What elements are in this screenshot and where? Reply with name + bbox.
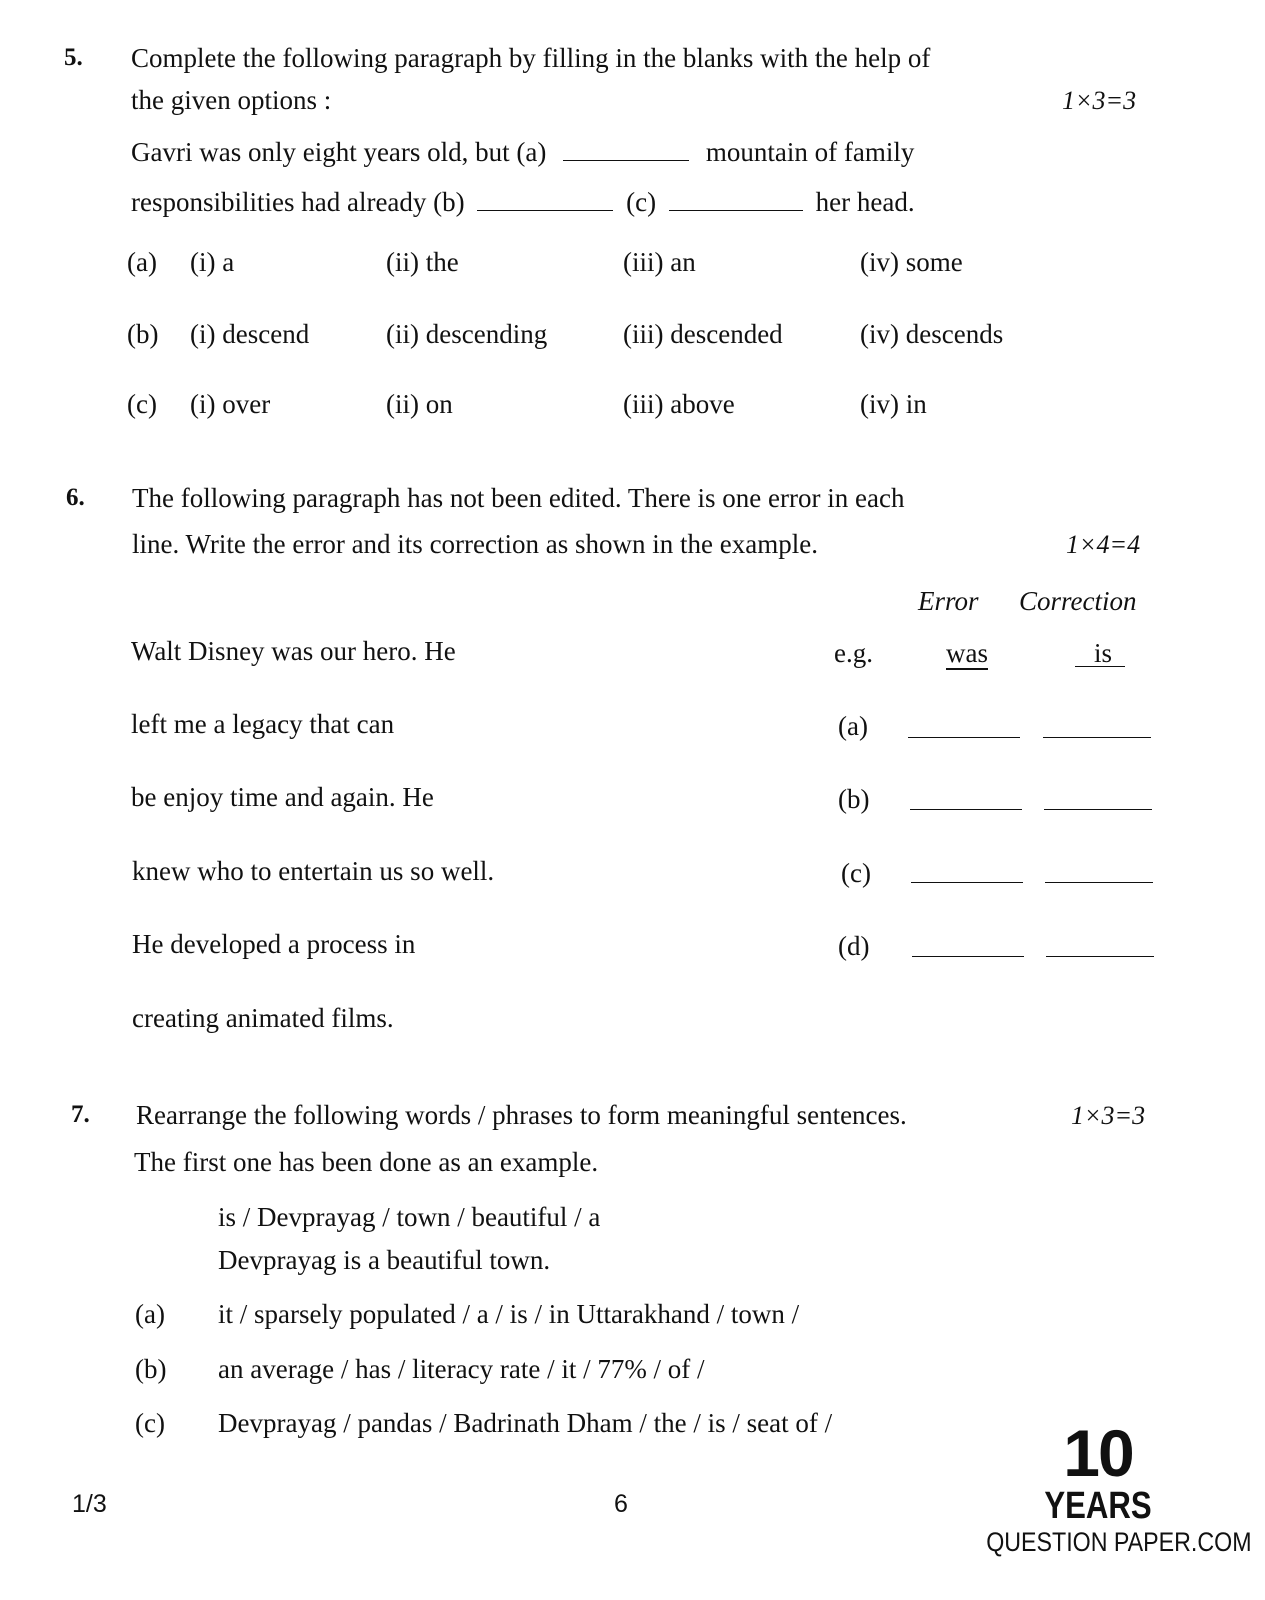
q7-marks: 1×3=3 [1071,1101,1146,1130]
q7-number: 7. [71,1101,90,1128]
q6-number: 6. [66,484,85,511]
q5-option-b-iii: (iii) descended [623,319,783,349]
footer-code: 1/3 [72,1490,107,1518]
q7-label-c: (c) [135,1408,165,1438]
error-column-header: Error [918,586,979,616]
q5-paragraph-line1 [131,136,914,168]
q5-option-label-a: (a) [127,247,157,277]
example-correction-underline [1075,665,1125,667]
q6-example-label: e.g. [834,638,873,668]
example-error-word: was [946,638,988,668]
q5-number: 5. [64,44,83,71]
q5-instruction-line1: Complete the following paragraph by filling in the blanks with the help of [131,43,931,73]
q5-instruction-line2: the given options : [131,85,332,115]
q5-option-c-i: (i) over [190,389,271,419]
q5-option-c-ii: (ii) on [386,389,453,419]
q5-option-b-i: (i) descend [190,319,310,349]
error-blank-c [911,881,1023,883]
q5-option-c-iii: (iii) above [623,389,735,419]
q7-instruction-line2: The first one has been done as an example. [134,1147,599,1177]
q7-label-a: (a) [135,1299,165,1329]
q6-label-b: (b) [838,784,870,814]
q7-item-a: it / sparsely populated / a / is / in Uttarakhand / town / [218,1299,800,1329]
q7-example-jumbled: is / Devprayag / town / beautiful / a [218,1202,601,1232]
logo-years: YEARS [1044,1485,1152,1527]
correction-blank-d [1046,955,1154,957]
q7-example-answer: Devprayag is a beautiful town. [218,1245,551,1275]
q6-line-d: He developed a process in [132,929,416,959]
q5-paragraph-line2-end: her head. [815,187,915,217]
error-blank-a [908,736,1020,738]
q5-option-a-iii: (iii) an [623,247,696,277]
error-blank-b [910,808,1022,810]
logo-site: QUESTION PAPER.COM [986,1527,1252,1557]
q5-paragraph-line1-end: mountain of family [705,137,915,167]
correction-blank-a [1043,736,1151,738]
q6-label-c: (c) [841,858,871,888]
q5-option-label-c: (c) [127,389,157,419]
q7-item-b: an average / has / literacy rate / it / 77% / of / [218,1354,705,1384]
q6-line-last: creating animated films. [132,1003,394,1033]
correction-blank-c [1045,881,1153,883]
q5-option-c-iv: (iv) in [860,389,927,419]
q5-option-label-b: (b) [127,319,159,349]
q6-line-a: left me a legacy that can [131,709,395,739]
q6-instruction-line1: The following paragraph has not been edited. There is one error in each [132,483,905,513]
q5-paragraph-line2-start: responsibilities had already (b) [131,187,465,217]
correction-column-header: Correction [1019,586,1137,616]
q7-item-c: Devprayag / pandas / Badrinath Dham / the / is / seat of / [218,1408,833,1438]
q5-option-a-iv: (iv) some [860,247,963,277]
q5-paragraph-line2-mid: (c) [626,187,657,217]
example-correction-word: is [1094,638,1113,668]
q5-option-b-ii: (ii) descending [386,319,548,349]
page-number: 6 [614,1490,628,1518]
site-logo [968,1416,1252,1580]
q5-marks: 1×3=3 [1062,86,1137,115]
correction-blank-b [1044,808,1152,810]
q6-label-a: (a) [838,711,868,741]
q5-paragraph-line1-start: Gavri was only eight years old, but (a) [131,137,547,167]
q5-option-a-ii: (ii) the [386,247,459,277]
q5-option-b-iv: (iv) descends [860,319,1004,349]
q7-label-b: (b) [135,1354,167,1384]
q6-line-example: Walt Disney was our hero. He [131,636,456,666]
q6-line-b: be enjoy time and again. He [131,782,434,812]
q6-marks: 1×4=4 [1066,530,1141,559]
blank-b [477,188,613,211]
q6-label-d: (d) [838,931,870,961]
q5-paragraph-line2 [131,186,915,218]
error-blank-d [912,955,1024,957]
q7-instruction-line1: Rearrange the following words / phrases to form meaningful sentences. [136,1100,907,1130]
blank-c [669,188,803,211]
blank-a [563,138,689,161]
q5-option-a-i: (i) a [190,247,235,277]
q6-line-c: knew who to entertain us so well. [132,856,495,886]
logo-number: 10 [1063,1416,1133,1490]
q6-instruction-line2: line. Write the error and its correction as shown in the example. [132,529,818,559]
